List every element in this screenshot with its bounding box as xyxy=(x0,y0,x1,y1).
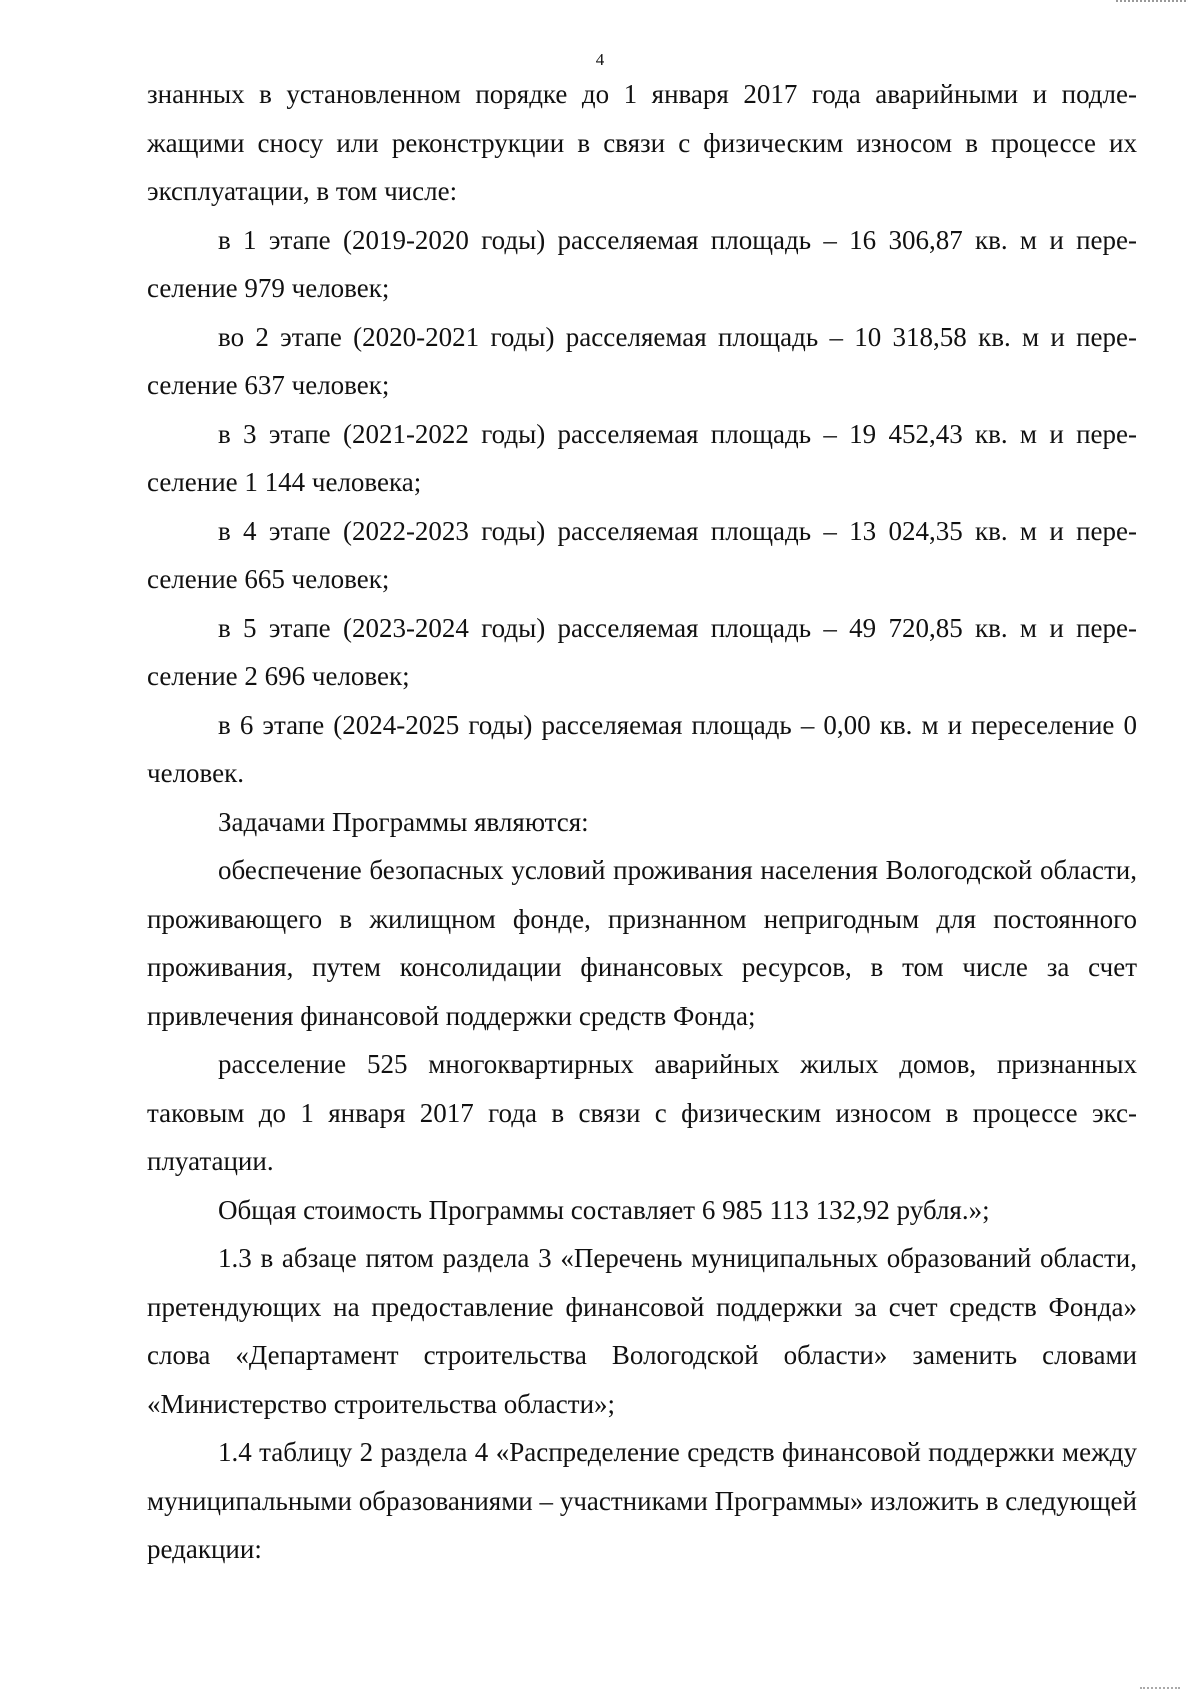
paragraph-stage-1: в 1 этапе (2019-2020 годы) расселяемая площадь – 16 306,87 кв. м и переселение 979 человек; xyxy=(147,224,1137,303)
paragraph-task-safety: обеспечение безопасных условий проживания населения Вологодской области, проживающего в жилищном фонде, признанном непригодным для постоянного проживания, путем консолидации финансовых ресурсов, в том числе за счет привлечения финансовой поддержки средств Фонда; xyxy=(147,855,1137,1031)
paragraph-stage-3: в 3 этапе (2021-2022 годы) расселяемая площадь – 19 452,43 кв. м и переселение 1 144 человека; xyxy=(147,418,1137,497)
paragraph-total-cost: Общая стоимость Программы составляет 6 985 113 132,92 рубля.»; xyxy=(218,1194,990,1225)
paragraph-stage-4: в 4 этапе (2022-2023 годы) расселяемая площадь – 13 024,35 кв. м и переселение 665 человек; xyxy=(147,515,1137,594)
scan-artifact-top xyxy=(1116,0,1186,4)
paragraph-continuation: знанных в установленном порядке до 1 января 2017 года аварийными и подлежащими сносу или реконструкции в связи с физическим износом в процессе их эксплуатации, в том числе: xyxy=(147,79,1137,206)
paragraph-item-1-4: 1.4 таблицу 2 раздела 4 «Распределение средств финансовой поддержки между муниципальными образованиями – участниками Программы» изложить в следующей редакции: xyxy=(147,1437,1137,1564)
page-number: 4 xyxy=(595,50,605,69)
paragraph-item-1-3: 1.3 в абзаце пятом раздела 3 «Перечень муниципальных образований области, претендующих на предоставление финансовой поддержки за счет средств Фонда» слова «Департамент строительства Вологодской области» заменить словами «Министерство строительства области»; xyxy=(147,1243,1137,1419)
scan-artifact-bottom xyxy=(1140,1687,1180,1691)
paragraph-stage-2: во 2 этапе (2020-2021 годы) расселяемая площадь – 10 318,58 кв. м и переселение 637 человек; xyxy=(147,321,1137,400)
paragraph-tasks-heading: Задачами Программы являются: xyxy=(218,806,589,837)
paragraph-stage-5: в 5 этапе (2023-2024 годы) расселяемая площадь – 49 720,85 кв. м и переселение 2 696 человек; xyxy=(147,612,1137,691)
paragraph-task-resettlement: расселение 525 многоквартирных аварийных жилых домов, признанных таковым до 1 января 2017 года в связи с физическим износом в процессе эксплуатации. xyxy=(147,1049,1137,1176)
document-body xyxy=(147,70,1137,1574)
paragraph-stage-6: в 6 этапе (2024-2025 годы) расселяемая площадь – 0,00 кв. м и переселение 0 человек. xyxy=(147,709,1137,788)
